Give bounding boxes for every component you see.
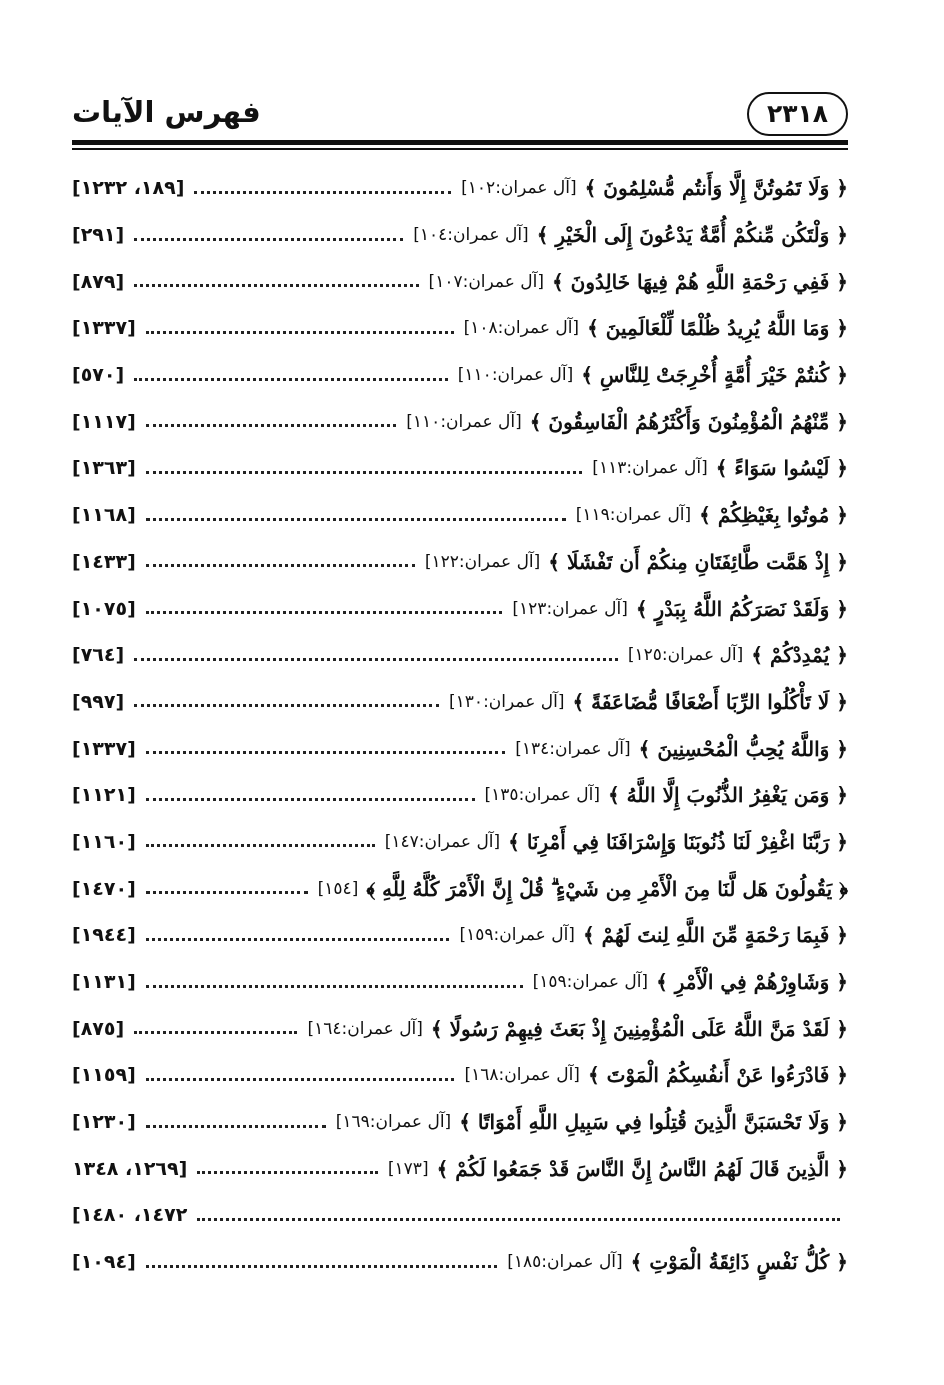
dot-leader — [197, 1218, 840, 1221]
page-refs: [٢٩١] — [72, 224, 125, 247]
dot-leader — [197, 1171, 378, 1174]
page-refs: [١٩٤٤] — [72, 924, 136, 947]
verse-text: ﴿ وَمَا اللَّهُ يُرِيدُ ظُلْمًا لِّلْعَالَمِينَ ﴾ — [587, 316, 848, 341]
index-entry — [72, 1145, 848, 1192]
index-entry — [72, 1005, 848, 1052]
page-refs: [١١٣١] — [72, 971, 136, 994]
verse-reference: [آل عمران:١٠٧] — [428, 271, 544, 292]
page-title: فهرس الآيات — [72, 95, 261, 129]
dot-leader — [146, 938, 450, 941]
verse-text: ﴿ وَمَن يَغْفِرُ الذُّنُوبَ إِلَّا اللَّهُ ﴾ — [607, 783, 848, 808]
verse-reference: [آل عمران:١٠٤] — [413, 225, 529, 246]
verse-text: ﴿ مُوتُوا بِغَيْظِكُمْ ﴾ — [699, 503, 848, 528]
verse-reference: [آل عمران:١١٣] — [592, 458, 708, 479]
dot-leader — [146, 424, 397, 427]
index-entry — [72, 959, 848, 1006]
page-refs: [٩٩٧] — [72, 690, 125, 713]
page-refs: [٨٧٥] — [72, 1017, 125, 1040]
index-entry — [72, 912, 848, 959]
verse-text: ﴿ وَلْتَكُن مِّنكُمْ أُمَّةٌ يَدْعُونَ إِلَى الْخَيْرِ ﴾ — [536, 223, 848, 248]
index-entry — [72, 258, 848, 305]
verse-reference: [آل عمران:١٨٥] — [507, 1252, 623, 1273]
verse-text: ﴿ وَاللَّهُ يُحِبُّ الْمُحْسِنِينَ ﴾ — [638, 736, 848, 761]
index-entry — [72, 398, 848, 445]
dot-leader — [134, 1031, 297, 1034]
verse-reference: [آل عمران:١١٠] — [406, 411, 522, 432]
index-entry — [72, 445, 848, 492]
verse-reference: [آل عمران:١٦٨] — [464, 1065, 580, 1086]
verse-text: ﴿ كُلُّ نَفْسٍ ذَائِقَةُ الْمَوْتِ ﴾ — [630, 1250, 848, 1275]
verse-text: ﴿ الَّذِينَ قَالَ لَهُمُ النَّاسُ إِنَّ النَّاسَ قَدْ جَمَعُوا لَكُمْ ﴾ — [436, 1156, 848, 1181]
index-entry-continuation — [72, 1192, 848, 1239]
verse-index-list — [72, 165, 848, 1286]
verse-reference: [آل عمران:١٦٤] — [307, 1018, 423, 1039]
verse-text: ﴿ وَلَقَدْ نَصَرَكُمُ اللَّهُ بِبَدْرٍ ﴾ — [635, 596, 848, 621]
page-refs: [١١٥٩] — [72, 1064, 136, 1087]
verse-text: ﴿ وَلَا تَمُوتُنَّ إِلَّا وَأَنتُم مُّسْلِمُونَ ﴾ — [584, 176, 848, 201]
verse-reference: [آل عمران:١٤٧] — [384, 831, 501, 852]
verse-text: ﴿ وَشَاوِرْهُمْ فِي الْأَمْرِ ﴾ — [656, 970, 848, 995]
index-entry — [72, 212, 848, 259]
page-refs: [١٢٦٩، ١٣٤٨ — [72, 1157, 188, 1180]
dot-leader — [134, 704, 439, 707]
verse-text: ﴿ فَادْرَءُوا عَنْ أَنفُسِكُمُ الْمَوْتَ ﴾ — [587, 1063, 848, 1088]
index-entry — [72, 492, 848, 539]
verse-reference: [آل عمران:١٦٩] — [335, 1112, 452, 1133]
dot-leader — [134, 378, 448, 381]
page-refs: [١٤٣٣] — [72, 550, 136, 573]
page-refs: [١٣٣٧] — [72, 317, 136, 340]
page-refs: [١٣٣٧] — [72, 737, 136, 760]
verse-reference: [آل عمران:١٠٢] — [461, 178, 577, 199]
index-entry — [72, 725, 848, 772]
dot-leader — [134, 238, 403, 241]
index-entry — [72, 819, 848, 866]
dot-leader — [194, 191, 451, 194]
verse-text: ﴿ فَفِي رَحْمَةِ اللَّهِ هُمْ فِيهَا خَالِدُونَ ﴾ — [552, 269, 848, 294]
index-entry — [72, 679, 848, 726]
page-refs: [١٢٣٠] — [72, 1111, 136, 1134]
page-refs: ١٤٧٢، ١٤٨٠] — [72, 1204, 188, 1227]
verse-reference: [آل عمران:١٣٤] — [515, 738, 631, 759]
verse-reference: [آل عمران:١١٩] — [575, 505, 692, 526]
dot-leader — [134, 284, 418, 287]
verse-reference: [آل عمران:١٢٣] — [512, 598, 628, 619]
index-entry — [72, 585, 848, 632]
dot-leader — [146, 611, 503, 614]
page-refs: [١١٢١] — [72, 784, 136, 807]
verse-text: ﴿ كُنتُمْ خَيْرَ أُمَّةٍ أُخْرِجَتْ لِلنَّاسِ ﴾ — [581, 363, 848, 388]
page-refs: [١٠٩٤] — [72, 1251, 136, 1274]
dot-leader — [146, 331, 454, 334]
page-number: ٢٣١٨ — [747, 92, 848, 136]
page-refs: [١١٦٠] — [72, 830, 136, 853]
verse-reference: [آل عمران:١١٠] — [457, 365, 574, 386]
verse-reference: [آل عمران:١٥٩] — [532, 972, 649, 993]
verse-reference: [آل عمران:١٢٢] — [424, 551, 541, 572]
verse-text: ﴿ وَلَا تَحْسَبَنَّ الَّذِينَ قُتِلُوا فِي سَبِيلِ اللَّهِ أَمْوَاتًا ﴾ — [459, 1110, 848, 1135]
page-refs: [١٨٩، ١٢٣٢] — [72, 177, 185, 200]
verse-text: ﴿ يُمْدِدْكُمْ ﴾ — [751, 643, 848, 668]
verse-text: ﴿ مِّنْهُمُ الْمُؤْمِنُونَ وَأَكْثَرُهُمُ الْفَاسِقُونَ ﴾ — [529, 409, 848, 434]
dot-leader — [146, 844, 375, 847]
index-entry — [72, 1099, 848, 1146]
verse-text: ﴿ لَقَدْ مَنَّ اللَّهُ عَلَى الْمُؤْمِنِينَ إِذْ بَعَثَ فِيهِمْ رَسُولًا ﴾ — [430, 1016, 848, 1041]
verse-reference: [١٧٣] — [387, 1158, 429, 1179]
dot-leader — [146, 564, 415, 567]
dot-leader — [146, 1125, 326, 1128]
page-refs: [١١٦٨] — [72, 504, 136, 527]
index-entry — [72, 632, 848, 679]
page-header — [72, 92, 848, 138]
dot-leader — [146, 1078, 455, 1081]
page-refs: [٨٧٩] — [72, 270, 125, 293]
page-refs: [٧٦٤] — [72, 644, 125, 667]
dot-leader — [146, 1265, 497, 1268]
dot-leader — [146, 891, 308, 894]
verse-text: ﴿ يَقُولُونَ هَل لَّنَا مِنَ الْأَمْرِ مِن شَيْءٍ ۗ قُلْ إِنَّ الْأَمْرَ كُلَّهُ لِلَّهِ ﴾ — [366, 876, 848, 901]
dot-leader — [146, 985, 523, 988]
index-entry — [72, 352, 848, 399]
verse-reference: [آل عمران:١٢٥] — [627, 645, 744, 666]
page-refs: [١٤٧٠] — [72, 877, 136, 900]
verse-text: ﴿ لَيْسُوا سَوَاءً ﴾ — [715, 456, 848, 481]
index-entry — [72, 1052, 848, 1099]
verse-reference: [١٥٤] — [317, 878, 359, 899]
verse-text: ﴿ إِذْ هَمَّت طَّائِفَتَانِ مِنكُمْ أَن تَفْشَلَا ﴾ — [548, 549, 848, 574]
page-refs: [١٣٦٣] — [72, 457, 136, 480]
index-entry — [72, 772, 848, 819]
verse-text: ﴿ رَبَّنَا اغْفِرْ لَنَا ذُنُوبَنَا وَإِسْرَافَنَا فِي أَمْرِنَا ﴾ — [508, 829, 848, 854]
verse-text: ﴿ فَبِمَا رَحْمَةٍ مِّنَ اللَّهِ لِنتَ لَهُمْ ﴾ — [582, 923, 848, 948]
index-entry — [72, 865, 848, 912]
dot-leader — [146, 751, 505, 754]
page-refs: [١١١٧] — [72, 410, 136, 433]
index-entry — [72, 1239, 848, 1286]
dot-leader — [146, 471, 583, 474]
page-refs: [١٠٧٥] — [72, 597, 136, 620]
dot-leader — [146, 798, 475, 801]
dot-leader — [146, 518, 566, 521]
verse-reference: [آل عمران:١٣٥] — [484, 785, 600, 806]
verse-reference: [آل عمران:١٣٠] — [449, 691, 565, 712]
index-entry — [72, 165, 848, 212]
verse-reference: [آل عمران:١٠٨] — [463, 318, 580, 339]
page-refs: [٥٧٠] — [72, 364, 125, 387]
header-rule-thin — [72, 148, 848, 150]
verse-reference: [آل عمران:١٥٩] — [459, 925, 575, 946]
index-entry — [72, 305, 848, 352]
dot-leader — [134, 658, 618, 661]
verse-text: ﴿ لَا تَأْكُلُوا الرِّبَا أَضْعَافًا مُّضَاعَفَةً ﴾ — [572, 689, 848, 714]
index-entry — [72, 539, 848, 586]
header-rule-thick — [72, 140, 848, 145]
